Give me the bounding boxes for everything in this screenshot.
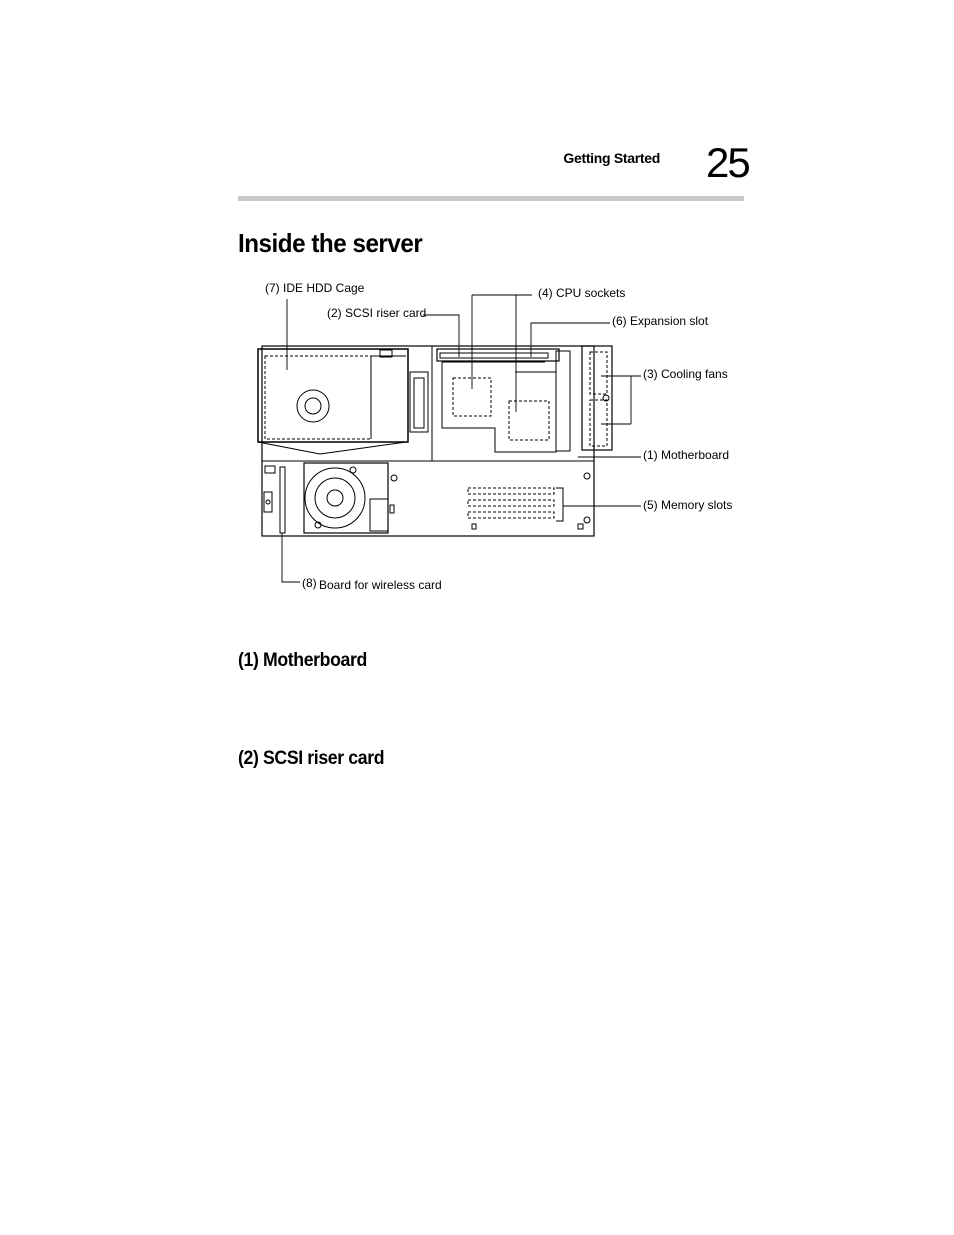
label-expansion-slot: (6) Expansion slot (612, 314, 709, 328)
label-ide-hdd-cage: (7) IDE HDD Cage (265, 281, 365, 295)
ide-hdd-cage (258, 349, 408, 454)
running-head: Getting Started (563, 150, 660, 166)
label-wireless-card-board: Board for wireless card (319, 578, 442, 592)
label-cpu-sockets: (4) CPU sockets (538, 286, 626, 300)
heading-motherboard: (1) Motherboard (238, 650, 367, 671)
memory-slot-bracket (556, 488, 563, 521)
page-title: Inside the server (238, 228, 423, 258)
power-supply-fan (304, 463, 388, 533)
label-scsi-riser-card: (2) SCSI riser card (327, 306, 427, 320)
label-motherboard: (1) Motherboard (643, 448, 730, 462)
heading-scsi-riser-card: (2) SCSI riser card (238, 748, 385, 769)
label-wireless-number: (8) (302, 576, 317, 590)
leader-lines (282, 295, 641, 582)
wireless-card-board (264, 466, 285, 533)
scsi-riser-card (410, 372, 428, 432)
cooling-fans (582, 346, 612, 450)
label-cooling-fans: (3) Cooling fans (643, 367, 728, 381)
memory-slots (468, 488, 554, 518)
label-memory-slots: (5) Memory slots (643, 498, 733, 512)
page-number: 25 (706, 139, 749, 186)
cpu-expansion-area (437, 349, 570, 452)
